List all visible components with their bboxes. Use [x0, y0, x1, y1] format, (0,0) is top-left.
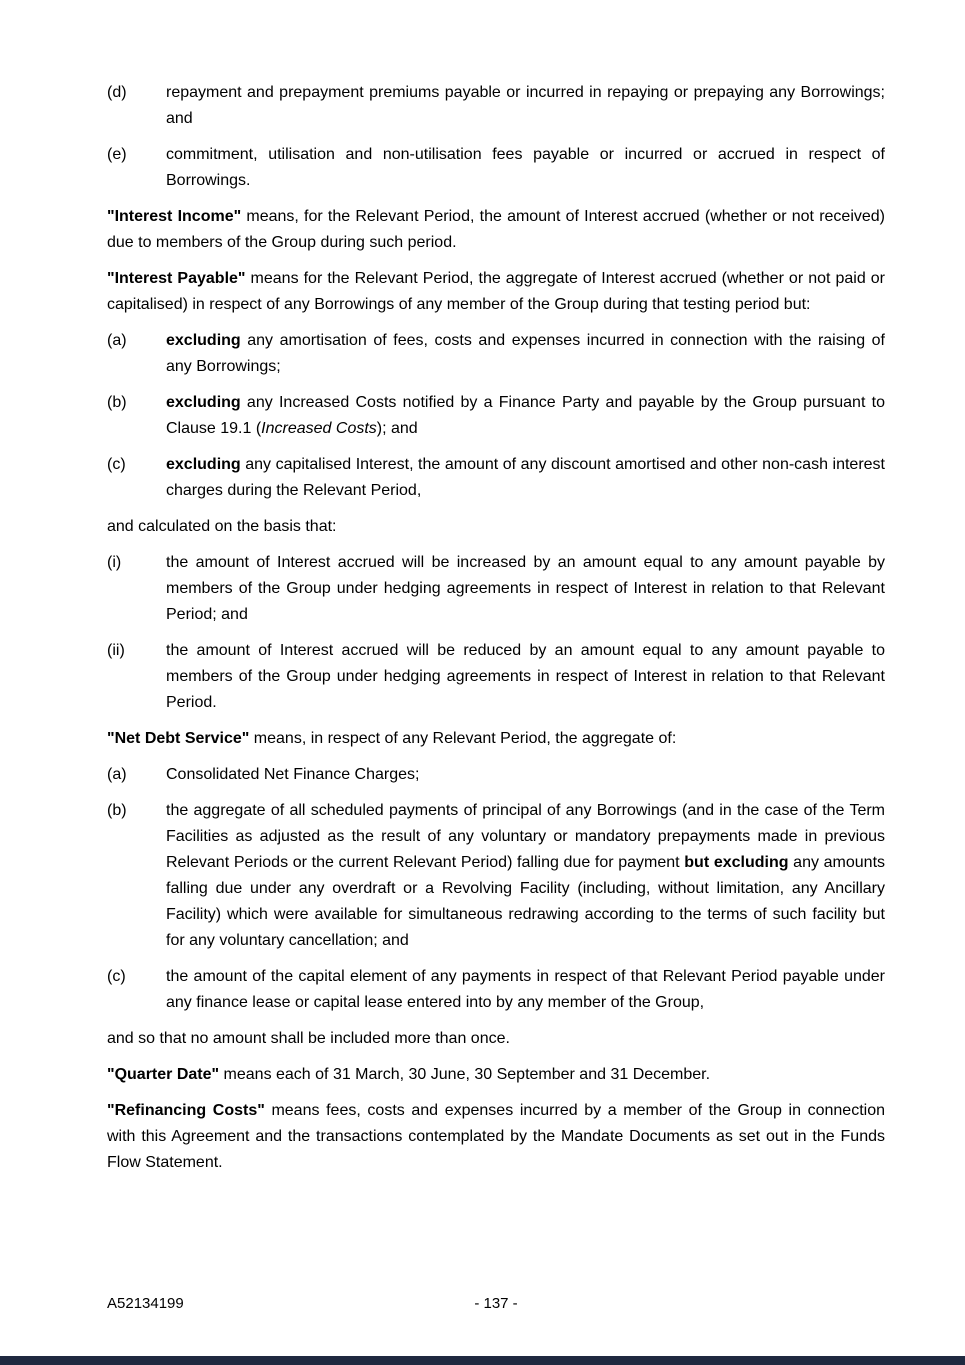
list-item-label: (ii) — [107, 642, 125, 659]
paragraph: "Quarter Date" means each of 31 March, 30 June, 30 September and 31 December. — [107, 1066, 711, 1083]
list-item — [107, 964, 885, 1016]
list-item — [107, 328, 885, 380]
paragraph: "Net Debt Service" means, in respect of any Relevant Period, the aggregate of: — [107, 730, 677, 747]
list-item-text: Consolidated Net Finance Charges; — [166, 766, 420, 783]
list-item — [107, 762, 885, 788]
list-item — [107, 80, 885, 132]
list-item-label: (c) — [107, 456, 126, 473]
list-item-text: the amount of the capital element of any payments in respect of that Relevant Period payable under any finance lease or capital lease entered into by any member of the Group, — [166, 968, 885, 1011]
list-item — [107, 638, 885, 716]
list-item — [107, 142, 885, 194]
list-item — [107, 798, 885, 954]
page-footer — [107, 1294, 885, 1314]
paragraph: "Interest Payable" means for the Relevant Period, the aggregate of Interest accrued (whether or not paid or capitalised) in respect of any Borrowings of any member of the Group during that testing period but: — [107, 270, 885, 313]
list-item-label: (d) — [107, 84, 127, 101]
list-item-text: excluding any capitalised Interest, the amount of any discount amortised and other non-cash interest charges during the Relevant Period, — [166, 456, 885, 499]
list-item-label: (e) — [107, 146, 127, 163]
list-item-label: (b) — [107, 802, 127, 819]
bottom-bar — [0, 1356, 965, 1365]
list-item-label: (a) — [107, 332, 127, 349]
list-item-label: (i) — [107, 554, 122, 571]
paragraph: "Interest Income" means, for the Relevant Period, the amount of Interest accrued (whether or not received) due to members of the Group during such period. — [107, 208, 885, 251]
list-item — [107, 550, 885, 628]
paragraph: "Refinancing Costs" means fees, costs and expenses incurred by a member of the Group in connection with this Agreement and the transactions contemplated by the Mandate Documents as set out in the Funds Flow Statement. — [107, 1102, 886, 1171]
list-item-label: (c) — [107, 968, 126, 985]
list-item-text: the amount of Interest accrued will be increased by an amount equal to any amount payable by members of the Group under hedging agreements in respect of Interest in relation to that Relevant Period; and — [166, 554, 885, 623]
list-item — [107, 452, 885, 504]
list-item-text: commitment, utilisation and non-utilisation fees payable or incurred or accrued in respect of Borrowings. — [166, 146, 885, 189]
list-item-text: the aggregate of all scheduled payments of principal of any Borrowings (and in the case of the Term Facilities as adjusted as the result of any voluntary or mandatory prepayments made in previous Relevant Periods or the current Relevant Period) falling due for payment but excluding any amounts falling due under any overdraft or a Revolving Facility (including, without limitation, any Ancillary Facility) which were available for simultaneous redrawing according to the terms of such facility but for any voluntary cancellation; and — [166, 802, 886, 949]
list-item-text: excluding any Increased Costs notified by a Finance Party and payable by the Group pursuant to Clause 19.1 (Increased Costs); and — [166, 394, 885, 437]
list-item-text: the amount of Interest accrued will be reduced by an amount equal to any amount payable to members of the Group under hedging agreements in respect of Interest in relation to that Relevant Period. — [166, 642, 885, 711]
page-number: - 137 - — [474, 1295, 518, 1312]
list-item-label: (a) — [107, 766, 127, 783]
list-item-text: excluding any amortisation of fees, costs and expenses incurred in connection with the raising of any Borrowings; — [166, 332, 885, 375]
document-content — [107, 80, 885, 1186]
list-item-label: (b) — [107, 394, 127, 411]
doc-reference: A52134199 — [107, 1295, 184, 1312]
list-item-text: repayment and prepayment premiums payable or incurred in repaying or prepaying any Borrowings; and — [166, 84, 885, 127]
paragraph: and calculated on the basis that: — [107, 518, 337, 535]
list-item — [107, 390, 885, 442]
paragraph: and so that no amount shall be included more than once. — [107, 1030, 510, 1047]
